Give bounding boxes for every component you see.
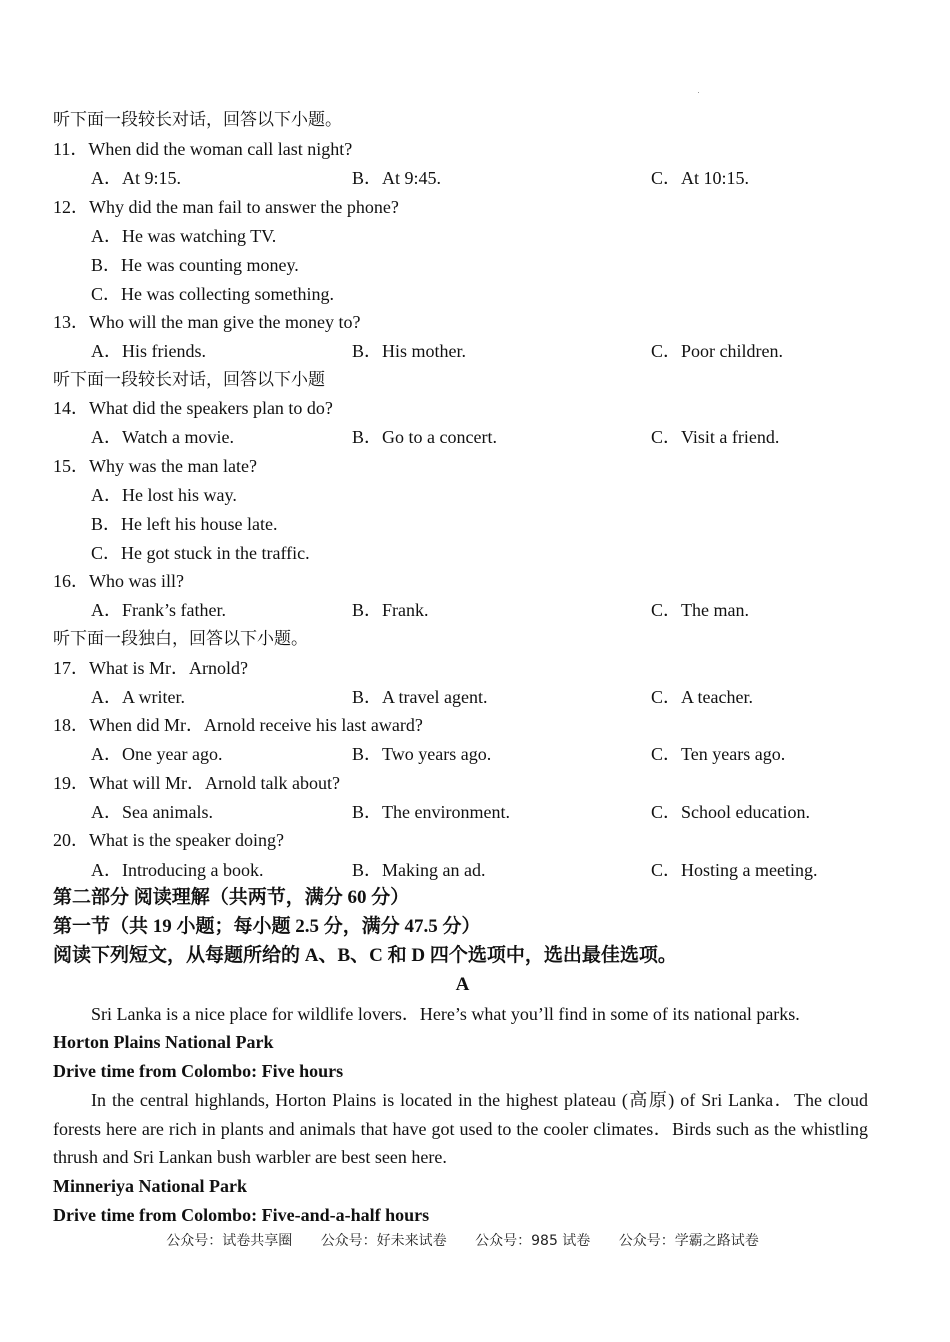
park1-description: In the central highlands, Horton Plains is located in the highest plateau (高原) of Sri Lanka．The cloud forests here are rich in plants and animals that have got used to the cooler climates．Birds such as the whistling thrush and Sri Lankan bush warbler are best seen here. — [53, 1090, 868, 1168]
question-20: 20．What is the speaker doing? — [53, 830, 284, 850]
park1-drive-time: Drive time from Colombo: Five hours — [53, 1061, 344, 1081]
footer-item-4: 公众号：学霸之路试卷 — [618, 1233, 759, 1249]
q16-option-c: C．The man. — [651, 600, 749, 620]
q14-option-b: B．Go to a concert. — [352, 427, 497, 447]
q12-option-c: C．He was collecting something. — [91, 284, 334, 304]
page-dot — [698, 92, 699, 93]
footer-item-2: 公众号：好未来试卷 — [320, 1233, 447, 1249]
park2-drive-time: Drive time from Colombo: Five-and-a-half hours — [53, 1205, 430, 1225]
q15-option-c: C．He got stuck in the traffic. — [91, 543, 310, 563]
part2-title: 第二部分 阅读理解（共两节，满分 60 分） — [53, 887, 410, 908]
q13-option-b: B．His mother. — [352, 341, 467, 361]
question-16: 16．Who was ill? — [53, 571, 184, 591]
q20-option-a: A．Introducing a book. — [91, 860, 264, 880]
question-19: 19．What will Mr．Arnold talk about? — [53, 773, 340, 793]
q17-option-b: B．A travel agent. — [352, 687, 488, 707]
page-footer — [0, 1230, 925, 1250]
q11-option-a: A．At 9:15. — [91, 168, 181, 188]
part2-section1-heading: 第一节（共 19 小题；每小题 2.5 分，满分 47.5 分） — [53, 916, 481, 937]
q11-option-c: C．At 10:15. — [651, 168, 750, 188]
q16-option-b: B．Frank. — [352, 600, 429, 620]
q11-option-b: B．At 9:45. — [352, 168, 442, 188]
q18-option-b: B．Two years ago. — [352, 744, 492, 764]
q20-option-c: C．Hosting a meeting. — [651, 860, 818, 880]
section-intro-1: 听下面一段较长对话，回答以下小题。 — [53, 110, 342, 130]
question-18: 18．When did Mr．Arnold receive his last award? — [53, 715, 423, 735]
passage-label: A — [455, 974, 470, 995]
question-15: 15．Why was the man late? — [53, 456, 257, 476]
question-17: 17．What is Mr．Arnold? — [53, 658, 248, 678]
q13-option-a: A．His friends. — [91, 341, 206, 361]
question-12: 12．Why did the man fail to answer the phone? — [53, 197, 399, 217]
part2-instructions: 阅读下列短文，从每题所给的 A、B、C 和 D 四个选项中，选出最佳选项。 — [53, 945, 677, 966]
q20-option-b: B．Making an ad. — [352, 860, 486, 880]
question-11: 11．When did the woman call last night? — [53, 139, 353, 159]
q19-option-a: A．Sea animals. — [91, 802, 213, 822]
question-14: 14．What did the speakers plan to do? — [53, 398, 333, 418]
q15-option-b: B．He left his house late. — [91, 514, 278, 534]
footer-item-1: 公众号：试卷共享圈 — [166, 1233, 293, 1249]
footer-item-3: 公众号：985 试卷 — [475, 1233, 591, 1249]
park1-name: Horton Plains National Park — [53, 1032, 274, 1052]
q14-option-a: A．Watch a movie. — [91, 427, 235, 447]
q18-option-a: A．One year ago. — [91, 744, 223, 764]
q13-option-c: C．Poor children. — [651, 341, 783, 361]
section-intro-3: 听下面一段独白，回答以下小题。 — [53, 629, 308, 649]
section-intro-2: 听下面一段较长对话，回答以下小题 — [53, 370, 325, 390]
q15-option-a: A．He lost his way. — [91, 485, 237, 505]
q14-option-c: C．Visit a friend. — [651, 427, 780, 447]
q17-option-a: A．A writer. — [91, 687, 185, 707]
q17-option-c: C．A teacher. — [651, 687, 753, 707]
q19-option-b: B．The environment. — [352, 802, 510, 822]
question-13: 13．Who will the man give the money to? — [53, 312, 361, 332]
q16-option-a: A．Frank’s father. — [91, 600, 226, 620]
q12-option-a: A．He was watching TV. — [91, 226, 277, 246]
passage-intro: Sri Lanka is a nice place for wildlife lovers．Here’s what you’ll find in some of its national parks. — [91, 1004, 800, 1024]
q12-option-b: B．He was counting money. — [91, 255, 299, 275]
q18-option-c: C．Ten years ago. — [651, 744, 786, 764]
park2-name: Minneriya National Park — [53, 1176, 247, 1196]
q19-option-c: C．School education. — [651, 802, 810, 822]
